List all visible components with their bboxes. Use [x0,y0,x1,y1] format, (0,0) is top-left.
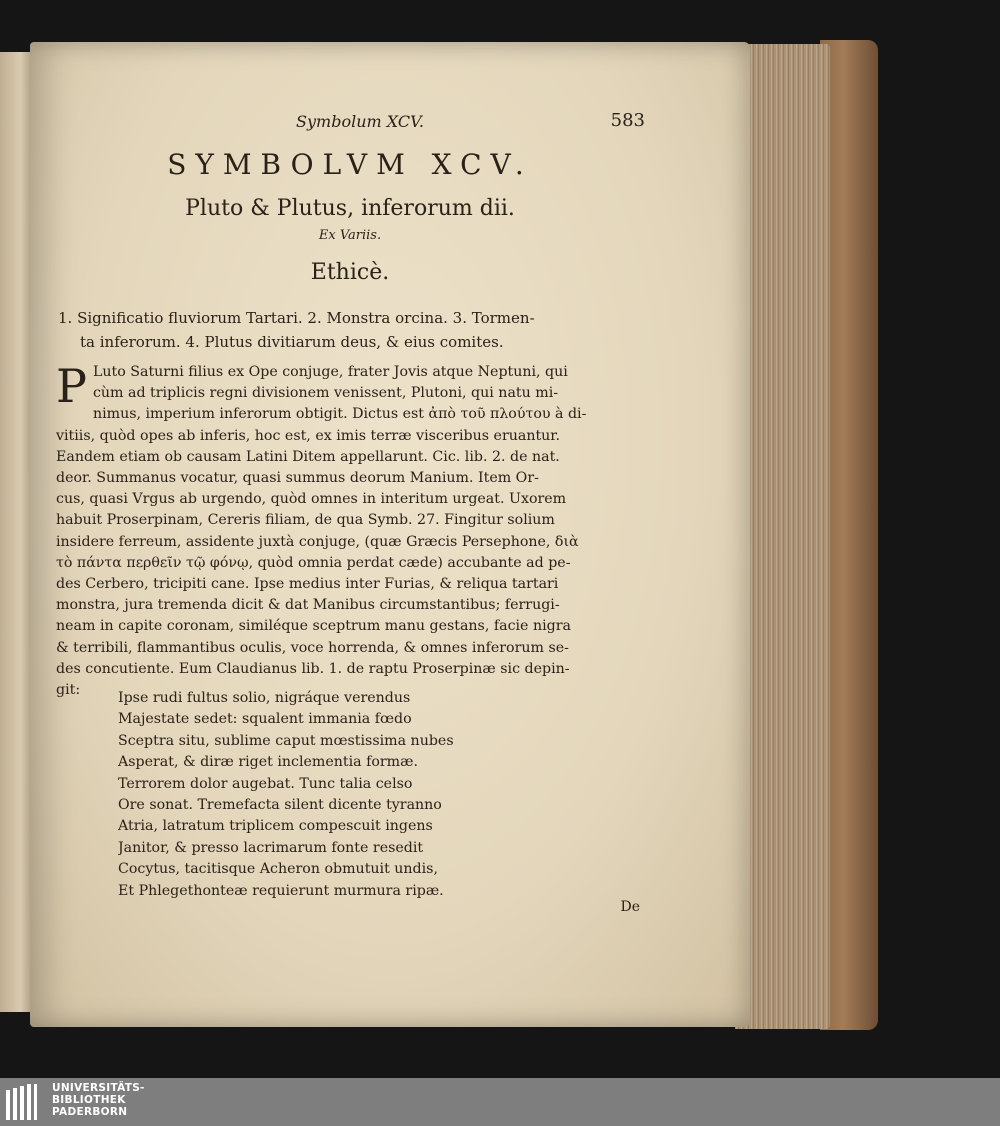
body-line: τὸ πάντα περθεῖν τῷ φόνῳ, quòd omnia perdat cæde) accubante ad pe- [56,554,571,571]
left-page-edge [0,52,34,1012]
verse-line: Majestate sedet: squalent immania fœdo [118,711,412,728]
body-line: des Cerbero, tricipiti cane. Ipse medius inter Furias, & reliqua tartari [56,576,559,593]
library-logo-icon [6,1084,42,1120]
verse-line: Terrorem dolor augebat. Tunc talia celso [118,775,413,792]
verse-line: Asperat, & diræ riget inclementia formæ. [118,754,418,771]
body-line: vitiis, quòd opes ab inferis, hoc est, ex imis terræ visceribus eruantur. [56,427,561,444]
body-line: git: [56,682,81,699]
summary-line: ta inferorum. 4. Plutus divitiarum deus, & eius comites. [80,333,504,351]
body-line: Luto Saturni filius ex Ope conjuge, frater Jovis atque Neptuni, qui [92,364,568,380]
catchword: De [620,899,640,915]
verse-line: Ore sonat. Tremefacta silent dicente tyranno [118,797,442,814]
source-note: Ex Variis. [318,228,382,243]
verse-line: Ipse rudi fultus solio, nigráque verendus [118,690,411,706]
body-line: habuit Proserpinam, Cereris filiam, de qua Symb. 27. Fingitur solium [56,512,555,529]
body-line: monstra, jura tremenda dicit & dat Manibus circumstantibus; ferrugi- [56,597,560,614]
body-line: cùm ad triplicis regni divisionem venissent, Plutoni, qui natu mi- [92,385,559,402]
body-line: neam in capite coronam, similéque sceptrum manu gestans, facie nigra [56,618,571,635]
summary-line: 1. Significatio fluviorum Tartari. 2. Monstra orcina. 3. Tormen- [58,309,535,327]
symbol-subtitle: Pluto & Plutus, inferorum dii. [185,196,515,221]
symbol-title: SYMBOLVM XCV. [167,148,533,181]
body-line: nimus, imperium inferorum obtigit. Dictus est ἀπὸ τοῦ πλούτου à di- [92,406,587,423]
section-heading: Ethicè. [310,260,390,285]
verse-line: Cocytus, tacitisque Acheron obmutuit undis, [118,861,438,878]
body-paragraph [56,359,638,701]
running-head: Symbolum XCV. [296,112,424,131]
library-footer [0,1078,1000,1126]
library-name [52,1082,145,1118]
summary [58,306,638,354]
body-line: deor. Summanus vocatur, quasi summus deorum Manium. Item Or- [56,470,539,487]
body-line: des concutiente. Eum Claudianus lib. 1. de raptu Proserpinæ sic depin- [56,660,570,677]
body-line: cus, quasi Vrgus ab urgendo, quòd omnes in interitum urgeat. Uxorem [56,491,567,508]
body-line: Eandem etiam ob causam Latini Ditem appellarunt. Cic. lib. 2. de nat. [56,448,560,465]
verse-line: Atria, latratum triplicem compescuit ingens [118,818,433,835]
drop-cap: P [56,359,87,413]
library-name-line: UNIVERSITÄTS- [52,1082,145,1094]
verse-quotation [118,688,558,902]
library-name-line: PADERBORN [52,1106,128,1118]
verse-line: Janitor, & presso lacrimarum fonte resedit [118,839,424,856]
library-name-line: BIBLIOTHEK [52,1094,126,1106]
body-line: & terribili, flammantibus oculis, voce horrenda, & omnes inferorum se- [56,639,569,656]
body-line: insidere ferreum, assidente juxtà conjuge, (quæ Græcis Persephone, διὰ [56,533,579,550]
verse-line: Et Phlegethonteæ requierunt murmura ripæ. [118,882,444,899]
page-number: 583 [610,110,645,131]
verse-line: Sceptra situ, sublime caput mœstissima nubes [118,732,454,749]
book-page [30,42,750,1027]
